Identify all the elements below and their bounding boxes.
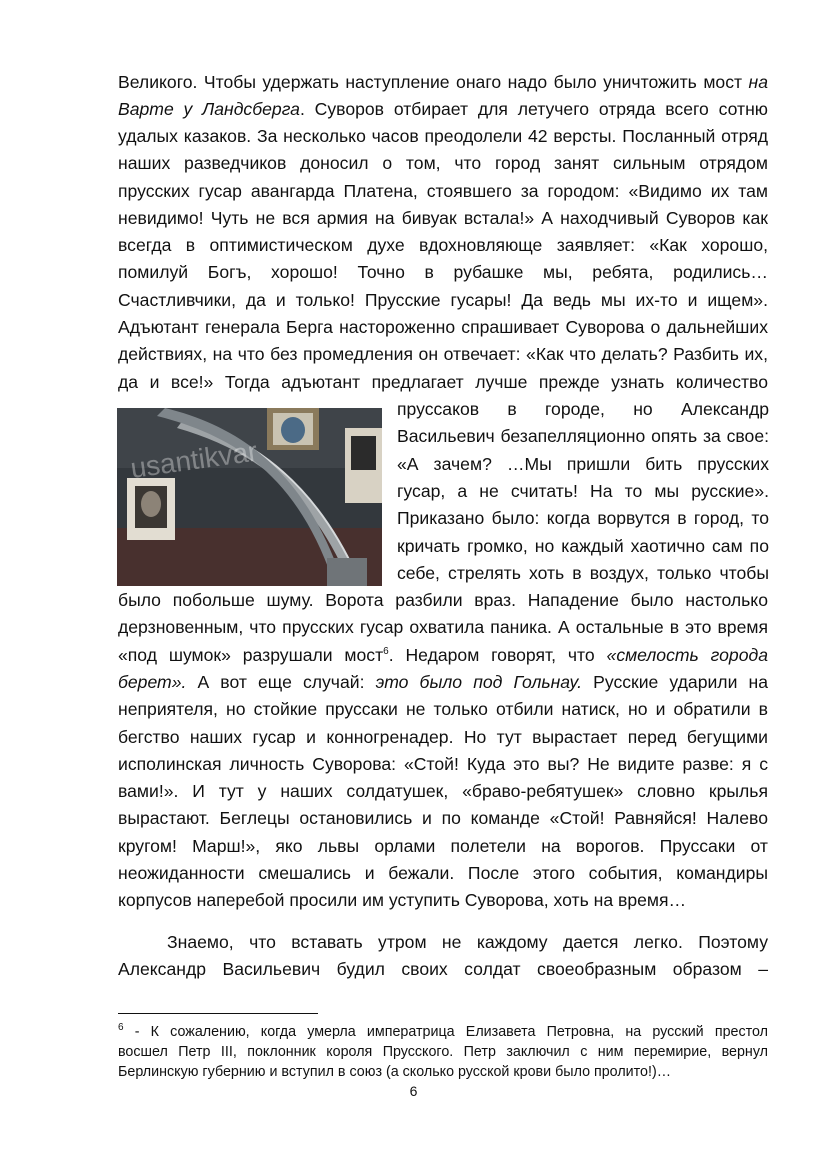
text-line: кругом! Марш!», яко львы орлами полетели на ворогов. Пруссаки от (118, 836, 768, 856)
text-line: вами!». И тут у наших солдатушек, «браво-ребятушек» словно крылья (118, 781, 768, 801)
text-line: Счастливчики, да и только! Прусские гусары! Да ведь мы их-то и ищем». (118, 290, 768, 310)
text-line: неожиданности смешались и бежали. После этого события, командиры (118, 863, 768, 883)
text-line: неприятеля, но стойкие пруссаки не только отбили натиск, но и обратили в (118, 699, 768, 719)
museum-saber-photo (117, 408, 382, 586)
text-line: Великого. Чтобы удержать наступление онаго надо было уничтожить мост на (118, 72, 768, 92)
text-line: да и все!» Тогда адъютант предлагает лучше прежде узнать количество (118, 372, 768, 392)
text-line: прусских гусар авангарда Платена, стоявшего за городом: «Видимо их там (118, 181, 768, 201)
footnote-mark: 6 (118, 1022, 124, 1034)
text-line: было побольше шуму. Ворота разбили враз. Нападение было настолько (118, 590, 768, 610)
saber-illustration (117, 408, 382, 586)
text-line: «А зачем? …Мы пришли бить прусских (397, 454, 769, 474)
text-line: Варте у Ландсберга. Суворов отбирает для летучего отряда всего сотню (118, 99, 768, 119)
text-line: вырастают. Беглецы остановились и по команде «Стой! Равняйся! Налево (118, 808, 768, 828)
text-line: удалых казаков. За несколько часов преодолели 42 версты. Посланный отряд (118, 126, 768, 146)
text-line: действиях, на что без промедления он отвечает: «Как что делать? Разбить их, (118, 344, 768, 364)
text-line: помилуй Богъ, хорошо! Точно в рубашке мы, ребята, родились… (118, 262, 768, 282)
text-line: исполинская личность Суворова: «Стой! Куда это вы? Не видите разве: я с (118, 754, 768, 774)
text-line: себе, стрелять хоть в воздух, только чтобы (397, 563, 769, 583)
page-number: 6 (409, 1083, 418, 1099)
text-line: наших разведчиков доносил о том, что город занят сильным отрядом (118, 153, 768, 173)
footnote-line: Берлинскую губернию и вступил в союз (а сколько русской крови было пролито!)… (118, 1064, 672, 1080)
footnote-line: $^6$ - К сожалению, когда умерла императрица Елизавета Петровна, на русский престол (118, 1022, 768, 1040)
text-line: Александр Васильевич будил своих солдат своеобразным образом – (118, 959, 768, 979)
text-line: всегда в оптимистическом духе вдохновляюще заявляет: «Как хорошо, (118, 235, 768, 255)
footnote-separator (118, 1013, 318, 1014)
footnote-line: восшел Петр III, поклонник короля Прусского. Петр заключил с ним перемирие, вернул (118, 1044, 768, 1060)
text-line: гусар, а не считать! На то мы русские». (397, 481, 769, 501)
text-line: невидимо! Чуть не вся армия на бивуак встала!» А находчивый Суворов как (118, 208, 768, 228)
text-line: пруссаков в городе, но Александр (397, 399, 769, 419)
text-line: дерзновенным, что прусских гусар охватила паника. А остальные в это время (118, 617, 768, 637)
watermark-text: usantikvar (128, 435, 260, 484)
text-line: корпусов наперебой просили им уступить Суворова, хоть на время… (118, 890, 687, 910)
text-line: берет». А вот еще случай: это было под Гольнау. Русские ударили на (118, 672, 768, 692)
text-line: Приказано было: когда ворвутся в город, то (397, 508, 769, 528)
text-line: Васильевич безапелляционно опять за свое: (397, 426, 769, 446)
text-line: «под шумок» разрушали мост$^6$. Недаром говорят, что «смелость города (118, 645, 768, 665)
text-line: бегство наших гусар и конногренадер. Но тут вырастает перед бегущими (118, 727, 768, 747)
footnote-reference[interactable]: 6 (383, 646, 389, 658)
text-line: кричать громко, но каждый хаотично сам по (397, 536, 769, 556)
text-line: Адъютант генерала Берга настороженно спрашивает Суворова о дальнейших (118, 317, 768, 337)
text-line-indented: Знаемо, что вставать утром не каждому дается легко. Поэтому (167, 932, 768, 952)
